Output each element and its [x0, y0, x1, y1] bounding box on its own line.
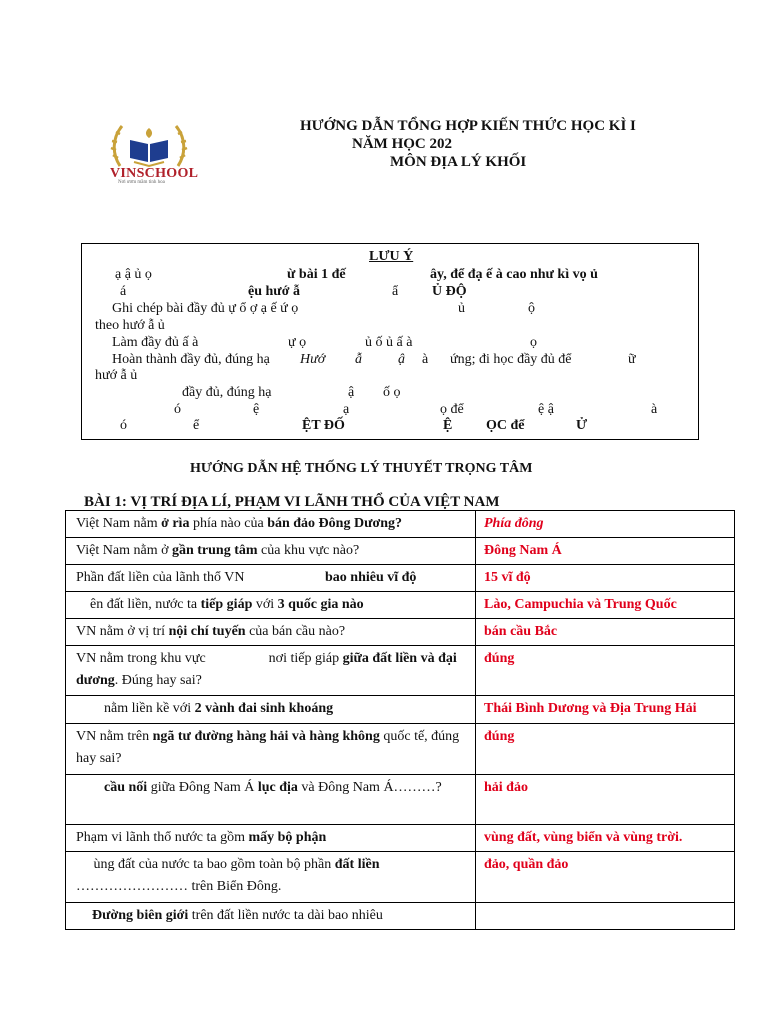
question-keyword: 2 vành đai sinh khoáng: [194, 701, 334, 716]
question-text: với: [252, 597, 278, 612]
question-cell: [66, 775, 476, 825]
answer-cell: [476, 592, 735, 619]
answer-cell: [476, 724, 735, 775]
answer-cell: [476, 511, 735, 538]
answer-text: 15 vĩ độ: [484, 570, 531, 585]
answer-text: đúng: [484, 651, 515, 666]
table-row: [66, 696, 735, 724]
question-keyword: ngã tư đường hàng hải và hàng không: [152, 729, 380, 744]
question-text: Việt Nam nằm ở: [76, 543, 172, 558]
note-line-9f: à: [651, 402, 658, 417]
question-text: VN nằm trong khu vực nơi tiếp giáp: [76, 651, 343, 666]
answer-cell: [476, 538, 735, 565]
note-line-5c: ủ ố ủ ấ à: [365, 335, 413, 350]
question-keyword: tiếp giáp: [200, 597, 253, 612]
answer-cell: [476, 619, 735, 646]
note-line-6d: ậ: [398, 352, 405, 367]
note-line-1c: ây, để đạ ế à cao như kì vọ ủ: [430, 267, 598, 282]
question-text: VN nằm trên: [76, 729, 153, 744]
table-row: [66, 565, 735, 592]
question-keyword: giữa đất liền và đại dương: [76, 651, 457, 688]
question-text: nằm liền kề với: [76, 701, 195, 716]
question-text: Phần đất liền của lãnh thổ VN: [76, 570, 248, 585]
question-keyword: bao nhiêu vĩ độ: [325, 570, 417, 585]
note-line-2d: Ủ ĐỘ: [432, 284, 467, 299]
note-line-3b: ủ: [458, 301, 465, 316]
note-line-6b: Hướ: [300, 352, 326, 367]
note-line-9b: ệ: [253, 402, 260, 417]
note-line-10b: ể: [193, 418, 200, 433]
note-line-9d: ọ để: [440, 402, 464, 417]
question-cell: [66, 592, 476, 619]
question-text: và Đông Nam Á………?: [297, 780, 442, 795]
question-keyword: nội chí tuyến: [168, 624, 246, 639]
question-text: Phạm vi lãnh thổ nước ta gồm: [76, 830, 249, 845]
question-cell: [66, 724, 476, 775]
note-title: LƯU Ý: [369, 249, 414, 264]
answer-cell: [476, 696, 735, 724]
question-text: ên đất liền, nước ta: [76, 597, 201, 612]
lesson-title: BÀI 1: VỊ TRÍ ĐỊA LÍ, PHẠM VI LÃNH THỔ CỦA VIỆT NAM: [84, 494, 500, 510]
answer-text: Phía đông: [484, 516, 544, 531]
document-title: HƯỚNG DẪN TỔNG HỢP KIẾN THỨC HỌC KÌ I: [300, 118, 636, 134]
question-text: Việt Nam nằm: [76, 516, 162, 531]
answer-text: đúng: [484, 729, 515, 744]
question-keyword: cầu nối: [104, 780, 148, 795]
note-line-1a: ạ ậ ủ ọ: [115, 267, 152, 282]
note-line-4a: theo hướ ẫ ủ: [95, 318, 165, 333]
answer-text: Lào, Campuchia và Trung Quốc: [484, 597, 677, 612]
question-cell: [66, 825, 476, 852]
note-line-9e: ệ ậ: [538, 402, 554, 417]
question-text: giữa Đông Nam Á: [147, 780, 258, 795]
question-cell: [66, 565, 476, 592]
note-line-3a: Ghi chép bài đầy đủ ự ổ ợ ạ ế ứ ọ: [112, 301, 299, 316]
answer-cell: [476, 852, 735, 903]
table-row: [66, 646, 735, 696]
answer-text: vùng đất, vùng biển và vùng trời.: [484, 830, 683, 845]
note-line-5d: ọ: [530, 335, 537, 350]
question-cell: [66, 696, 476, 724]
note-line-2a: á: [120, 284, 127, 299]
question-cell: [66, 511, 476, 538]
table-row: [66, 724, 735, 775]
note-line-2c: ẩ: [392, 284, 399, 299]
table-row: [66, 592, 735, 619]
question-text: ùng đất của nước ta bao gồm toàn bộ phần: [76, 857, 335, 872]
note-line-6c: ẫ: [355, 352, 362, 367]
note-line-3c: ộ: [528, 301, 535, 316]
question-text: . Đúng hay sai?: [114, 673, 202, 688]
question-cell: [66, 619, 476, 646]
note-line-10c: ỆT ĐỐ: [302, 418, 345, 433]
question-text: của khu vực nào?: [257, 543, 360, 558]
section-title: HƯỚNG DẪN HỆ THỐNG LÝ THUYẾT TRỌNG TÂM: [190, 461, 533, 476]
answer-cell: [476, 565, 735, 592]
note-line-6f: ứng; đi học đầy đủ để: [450, 352, 572, 367]
school-year: NĂM HỌC 202: [352, 136, 452, 152]
answer-cell: [476, 825, 735, 852]
answer-cell: [476, 646, 735, 696]
logo-wordmark: VINSCHOOL: [110, 166, 199, 181]
question-keyword: lục địa: [257, 780, 298, 795]
note-line-6e: à: [422, 352, 429, 367]
answer-text: Thái Bình Dương và Địa Trung Hải: [484, 701, 697, 716]
answer-text: Đông Nam Á: [484, 543, 562, 558]
question-keyword: gần trung tâm: [171, 543, 258, 558]
answer-text: hải đảo: [484, 780, 528, 795]
question-cell: [66, 538, 476, 565]
note-line-6g: ữ: [628, 352, 636, 367]
answer-text: đảo, quần đảo: [484, 857, 569, 872]
note-line-10d: Ệ: [443, 418, 453, 433]
qa-table: [65, 510, 735, 930]
question-keyword: mấy bộ phận: [248, 830, 327, 845]
question-keyword: 3 quốc gia nào: [277, 597, 364, 612]
question-keyword: ở rìa: [161, 516, 190, 531]
note-line-9a: ó: [174, 402, 181, 417]
question-cell: [66, 646, 476, 696]
table-row: [66, 511, 735, 538]
note-line-6a: Hoàn thành đầy đủ, đúng hạ: [112, 352, 270, 367]
table-row: [66, 825, 735, 852]
note-line-8a: đầy đủ, đúng hạ: [182, 385, 272, 400]
note-line-7a: hướ ẫ ủ: [95, 368, 138, 383]
table-row: [66, 852, 735, 903]
note-line-9c: ạ: [343, 402, 350, 417]
answer-cell: [476, 775, 735, 825]
question-text: [76, 780, 104, 795]
note-line-2b: ệu hướ ẫ: [248, 284, 300, 299]
note-line-10a: ó: [120, 418, 127, 433]
question-keyword: đất liền: [334, 857, 380, 872]
question-keyword: bán đảo Đông Dương?: [267, 516, 403, 531]
question-text: VN nằm ở vị trí: [76, 624, 169, 639]
question-text: phía nào của: [189, 516, 268, 531]
table-row: [66, 903, 735, 930]
question-text: …………………… trên Biển Đông.: [76, 879, 282, 894]
table-row: [66, 538, 735, 565]
note-line-10e: ỌC để: [486, 418, 525, 433]
note-line-1b: ừ bài 1 đế: [287, 267, 346, 282]
question-keyword: Đường biên giới: [92, 908, 189, 923]
question-text: quốc tế, đúng hay sai?: [76, 729, 460, 766]
table-row: [66, 619, 735, 646]
subject-line: MÔN ĐỊA LÝ KHỐI: [390, 154, 527, 170]
note-line-8c: ố ọ: [383, 385, 401, 400]
note-line-10f: Ử: [576, 418, 588, 433]
question-text: trên đất liền nước ta dài bao nhiêu: [188, 908, 383, 923]
answer-text: bán cầu Bắc: [484, 624, 558, 639]
note-line-5a: Làm đầy đủ ấ à: [112, 335, 199, 350]
logo-tagline: Nơi ươm mầm tinh hoa: [118, 180, 165, 185]
table-row: [66, 775, 735, 825]
question-text: của bán cầu nào?: [245, 624, 346, 639]
question-text: [248, 570, 325, 585]
answer-cell: [476, 903, 735, 930]
note-line-8b: ậ: [348, 385, 355, 400]
question-cell: [66, 903, 476, 930]
question-cell: [66, 852, 476, 903]
note-line-5b: ự ọ: [288, 335, 307, 350]
